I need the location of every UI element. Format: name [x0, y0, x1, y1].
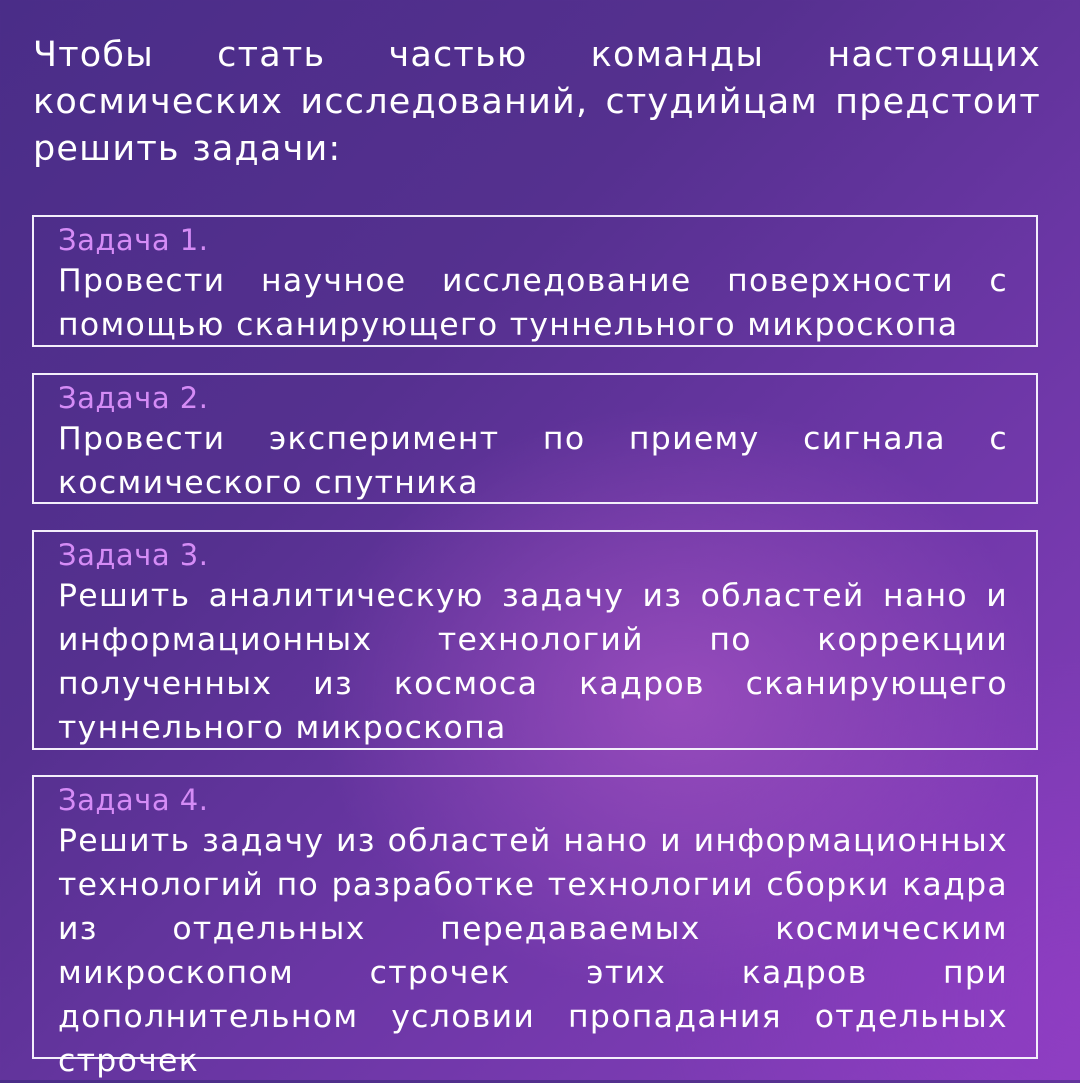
task-title: Задача 1. — [58, 223, 209, 257]
task-card-3 — [32, 530, 1038, 750]
intro-text: Чтобы стать частью команды настоящих космических исследований, студийцам предстоит решить задачи: — [33, 35, 1041, 169]
task-title: Задача 3. — [58, 538, 209, 572]
task-description: Решить задачу из областей нано и информационных технологий по разработке технологии сборки кадра из отдельных передаваемых космическим микроскопом строчек этих кадров при дополнительном условии пропадания отдельных строчек — [58, 823, 1008, 1079]
task-title: Задача 4. — [58, 783, 209, 817]
task-description: Провести эксперимент по приему сигнала с космического спутника — [58, 421, 1008, 501]
task-title: Задача 2. — [58, 381, 209, 415]
task-card-4 — [32, 775, 1038, 1079]
task-description: Провести научное исследование поверхности с помощью сканирующего туннельного микроскопа — [58, 263, 1008, 343]
task-description: Решить аналитическую задачу из областей нано и информационных технологий по коррекции полученных из космоса кадров сканирующего туннельного микроскопа — [58, 578, 1008, 746]
task-card-2 — [32, 373, 1038, 504]
task-card-1 — [32, 215, 1038, 347]
